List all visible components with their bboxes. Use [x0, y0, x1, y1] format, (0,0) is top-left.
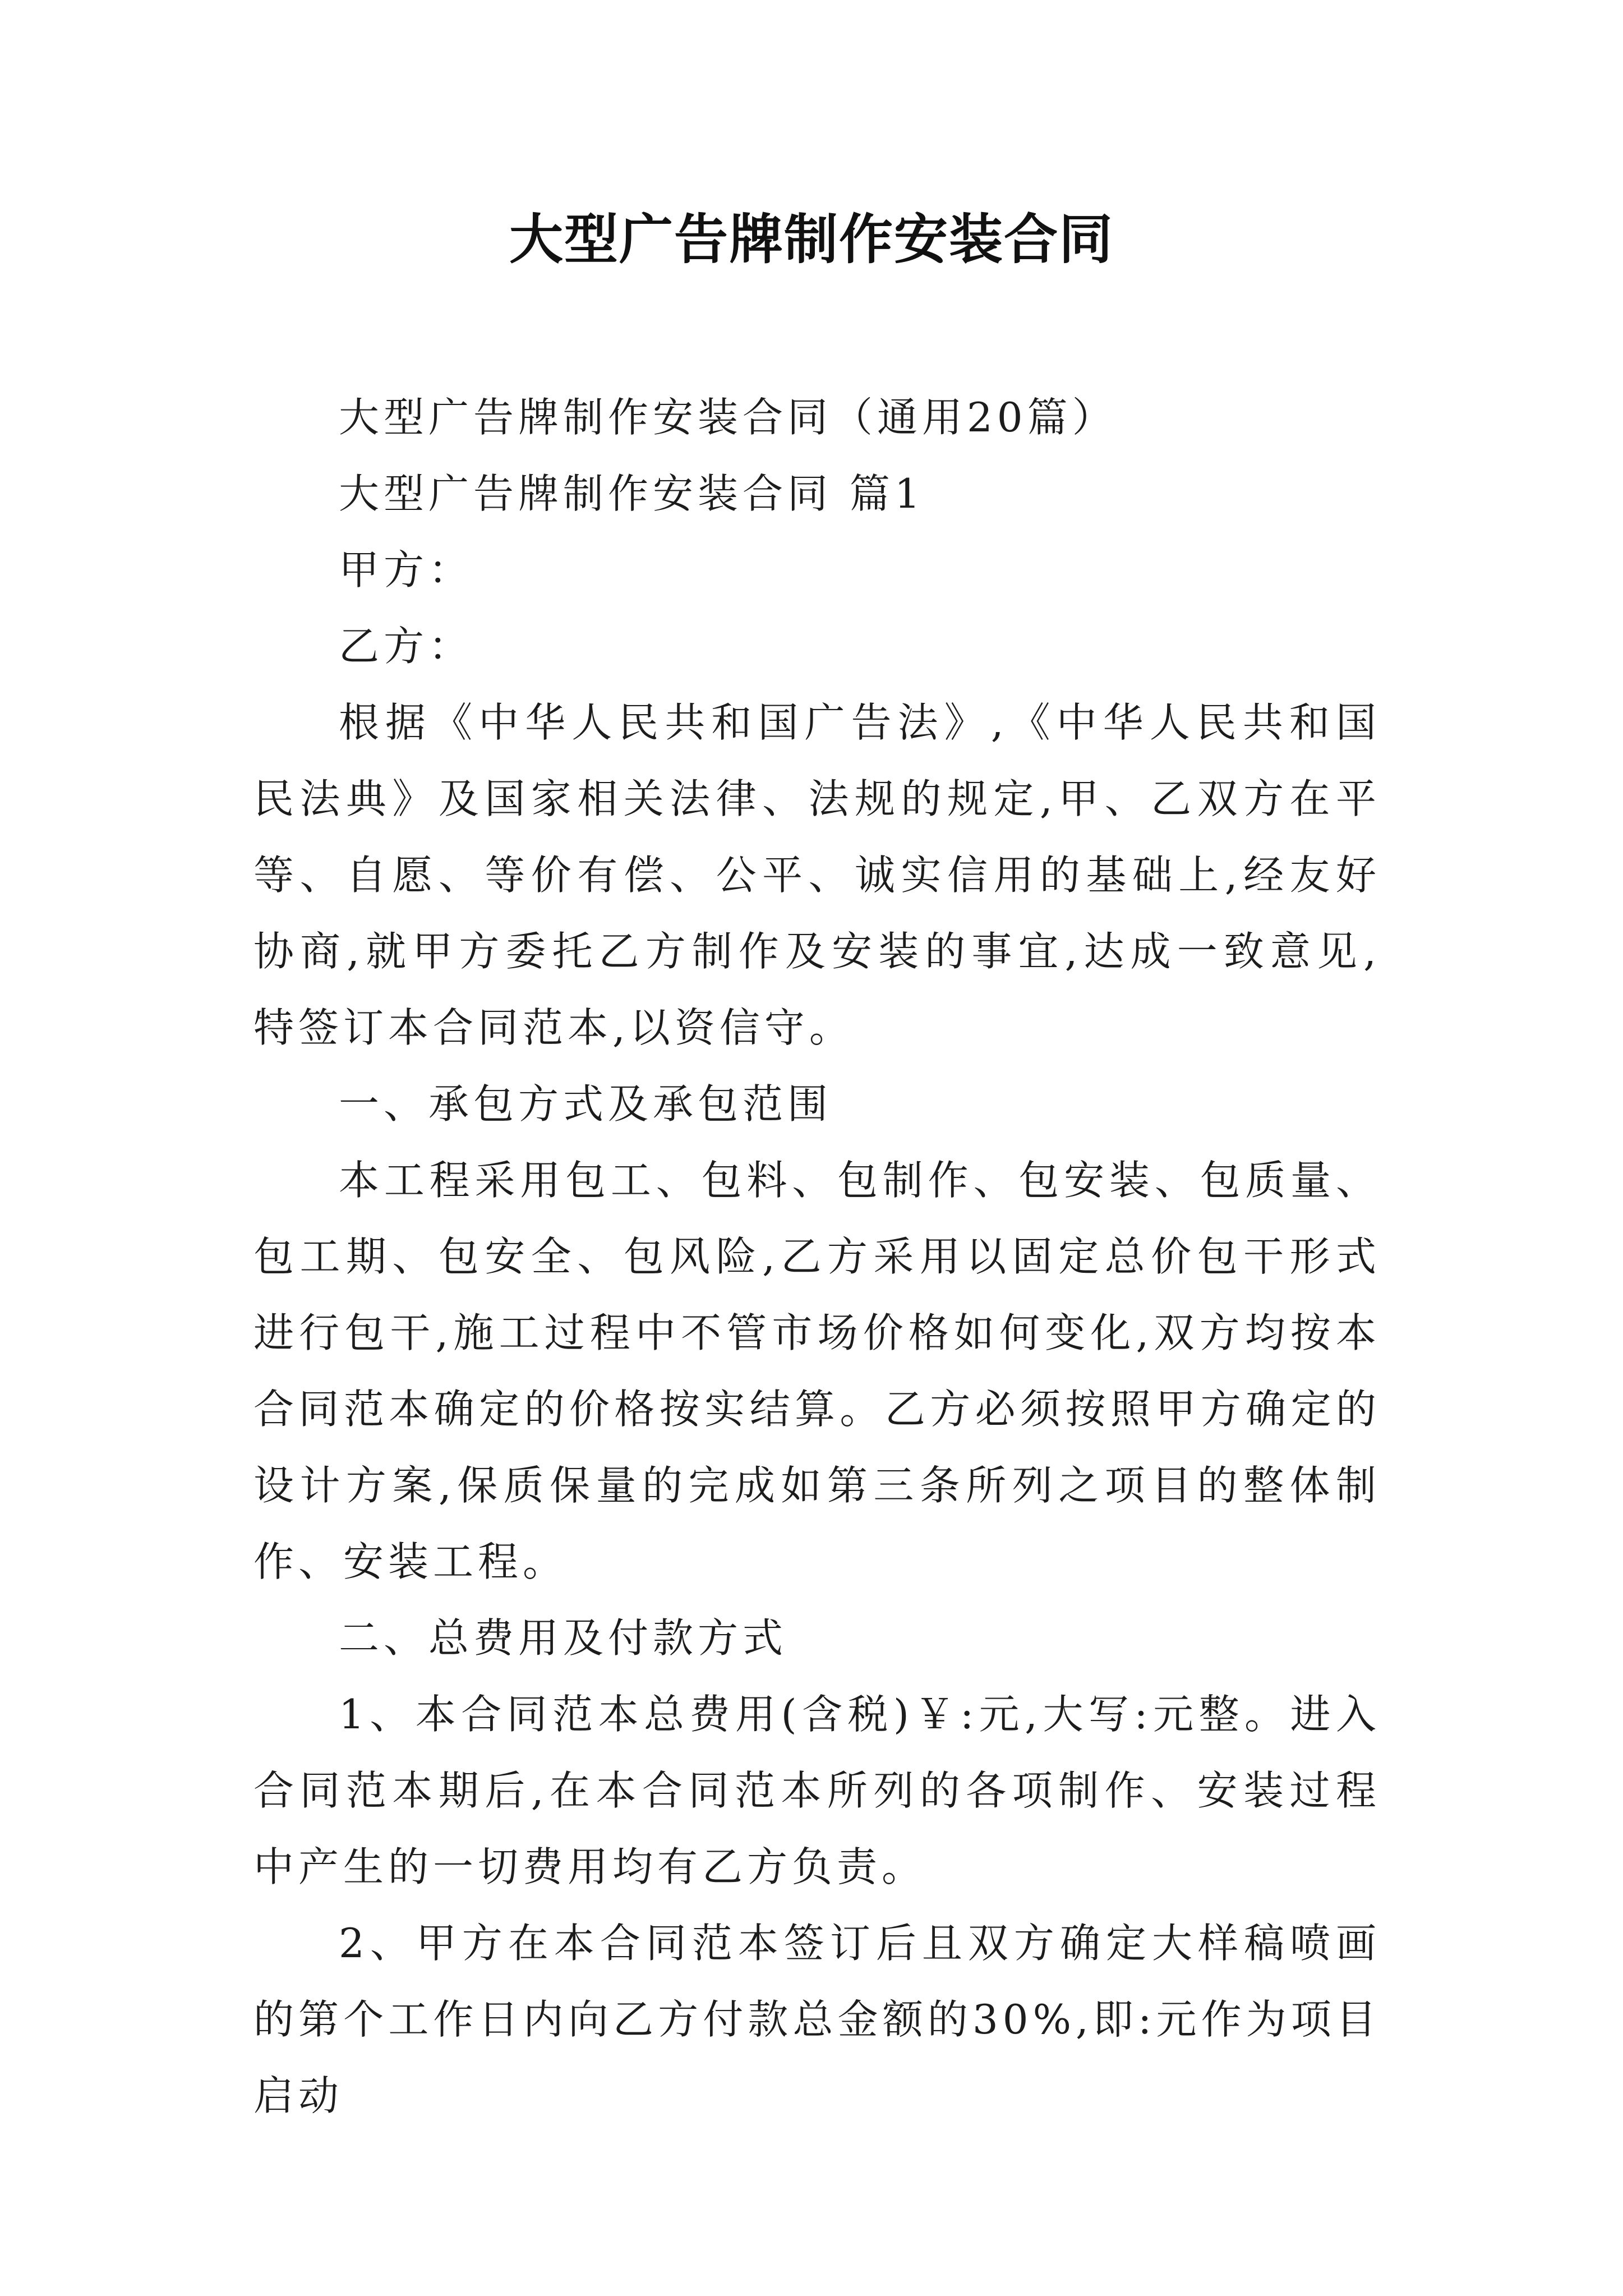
clause-paragraph: 本工程采用包工、包料、包制作、包安装、包质量、包工期、包安全、包风险,乙方采用以固定总价包干形式进行包干,施工过程中不管市场价格如何变化,双方均按本合同范本确定的价格按实结算。乙方必须按照甲方确定的设计方案,保质保量的完成如第三条所列之项目的整体制作、安装工程。 — [253, 1157, 1381, 1585]
document-body — [253, 379, 1381, 2134]
document-title: 大型广告牌制作安装合同 — [509, 208, 1114, 271]
party-a-label: 甲方： — [339, 546, 474, 593]
clause-heading: 一、承包方式及承包范围 — [339, 1080, 833, 1128]
section-heading: 大型广告牌制作安装合同 篇1 — [339, 470, 925, 517]
clause-paragraph: 1、本合同范本总费用(含税)￥:元,大写:元整。进入合同范本期后,在本合同范本所列的各项制作、安装过程中产生的一切费用均有乙方负责。 — [253, 1691, 1381, 1890]
preamble-paragraph: 根据《中华人民共和国广告法》,《中华人民共和国民法典》及国家相关法律、法规的规定,甲、乙双方在平等、自愿、等价有偿、公平、诚实信用的基础上,经友好协商,就甲方委托乙方制作及安装的事宜,达成一致意见,特签订本合同范本,以资信守。 — [253, 699, 1381, 1051]
subtitle-paragraph: 大型广告牌制作安装合同（通用20篇） — [339, 394, 1117, 441]
clause-heading: 二、总费用及付款方式 — [339, 1614, 788, 1662]
party-b-label: 乙方： — [339, 623, 474, 670]
clause-paragraph: 2、甲方在本合同范本签订后且双方确定大样稿喷画的第个工作日内向乙方付款总金额的30%,即:元作为项目启动 — [253, 1920, 1381, 2119]
